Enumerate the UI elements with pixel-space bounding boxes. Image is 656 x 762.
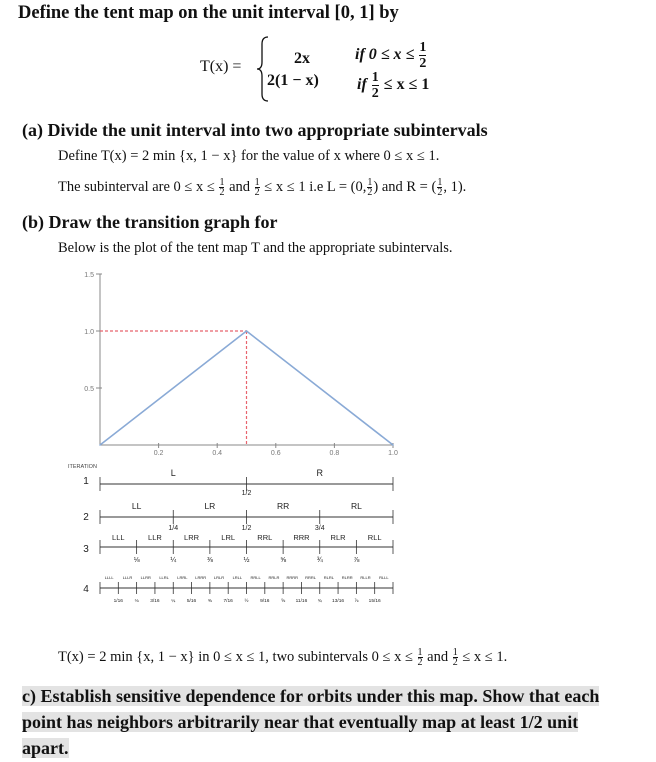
partition-value-label: 15/16 <box>368 599 381 604</box>
part-b-line1: Below is the plot of the tent map T and the appropriate subintervals. <box>58 240 453 256</box>
itinerary-label: RLR <box>330 533 346 542</box>
part-c-question <box>22 683 599 761</box>
iteration-number: 3 <box>83 544 89 555</box>
partition-value-label: 9/16 <box>260 599 270 604</box>
itinerary-label: LLL <box>112 533 125 542</box>
partition-value-label: ¼ <box>171 599 176 604</box>
y-tick-label: 1.5 <box>84 272 94 279</box>
partition-value-label: 1/4 <box>168 525 179 532</box>
itinerary-label: RRLR <box>268 575 280 580</box>
itinerary-label: RLLL <box>379 575 389 580</box>
x-tick-label: 0.4 <box>212 450 223 457</box>
itinerary-label: R <box>316 468 323 478</box>
itinerary-label: L <box>170 468 176 478</box>
definition-lhs: T(x) = <box>200 58 242 75</box>
tent-data-point <box>392 444 394 446</box>
x-tick-label: 1.0 <box>388 450 398 457</box>
partition-value-label: ⅛ <box>134 599 139 604</box>
partition-value-label: 1/2 <box>241 525 252 532</box>
x-tick-label: 0.8 <box>329 450 340 457</box>
partition-value-label: 5/16 <box>186 599 197 604</box>
itinerary-label: LRRL <box>177 575 188 580</box>
partition-value-label: ¾ <box>316 557 323 564</box>
partition-value-label: 1/16 <box>113 599 123 604</box>
itinerary-label: LLRL <box>159 575 169 580</box>
partition-value-label: ⅛ <box>133 557 140 564</box>
part-c-line3: apart. <box>22 738 69 758</box>
partition-value-label: ⅝ <box>281 599 286 604</box>
itinerary-label: LRR <box>184 533 200 542</box>
iteration-label: ITERATION <box>68 464 97 470</box>
partition-value-label: ½ <box>244 599 249 604</box>
partition-value-label: ½ <box>243 557 250 564</box>
part-a-heading: (a) Divide the unit interval into two appropriate subintervals <box>22 120 488 140</box>
intro-heading: Define the tent map on the unit interval [0, 1] by <box>18 3 399 23</box>
iteration-number: 1 <box>83 476 89 487</box>
case1-condition: if 0 ≤ x ≤ $\frac{1}{2}$ <box>355 40 427 71</box>
itinerary-label: LL <box>131 501 142 511</box>
x-tick-label: 0.6 <box>270 450 281 457</box>
partition-value-label: ⅜ <box>207 599 212 604</box>
itinerary-label: RR <box>276 501 290 511</box>
itinerary-label: RLLR <box>360 575 371 580</box>
itinerary-label: RRRR <box>286 575 299 580</box>
itinerary-label: RLRL <box>323 575 335 580</box>
tent-data-point <box>99 444 101 446</box>
partition-value-label: 1/2 <box>241 490 252 497</box>
itinerary-label: RRR <box>293 533 310 542</box>
part-b-heading: (b) Draw the transition graph for <box>22 212 278 232</box>
part-a-line2: The subinterval are 0 ≤ x ≤ $\frac{1}{2}$ and $\frac{1}{2}$ ≤ x ≤ 1 i.e L = (0, $\frac{1}{2}$ ) and R = ( $\frac{1}{2}$ , 1). <box>58 177 467 198</box>
tent-data-point <box>246 330 248 332</box>
itinerary-label: LRLL <box>232 575 243 580</box>
itinerary-label: LLR <box>148 533 162 542</box>
partition-value-label: 7/16 <box>223 599 233 604</box>
itinerary-label: LLRR <box>140 575 151 580</box>
y-tick-label: 0.5 <box>84 386 94 393</box>
y-tick-label: 1.0 <box>84 329 94 336</box>
itinerary-label: RLRR <box>341 575 353 580</box>
case2-expr: 2(1 − x) <box>267 72 319 89</box>
itinerary-label: RRRL <box>305 575 317 580</box>
itinerary-label: RRLL <box>250 575 261 580</box>
partition-value-label: ¾ <box>317 599 322 604</box>
iteration-number: 4 <box>83 584 89 595</box>
partition-value-label: 3/4 <box>314 525 325 532</box>
itinerary-label: RL <box>350 501 362 511</box>
itinerary-label: RRL <box>257 533 273 542</box>
partition-value-label: 13/16 <box>332 599 345 604</box>
itinerary-label: LRL <box>221 533 236 542</box>
itinerary-label: RLL <box>367 533 382 542</box>
partition-value-label: 11/16 <box>295 599 308 604</box>
itinerary-label: LLLL <box>104 575 114 580</box>
tent-map-definition <box>200 30 500 110</box>
case2-condition: if $\frac{1}{2}$ ≤ x ≤ 1 <box>357 70 430 101</box>
summary-line: T(x) = 2 min {x, 1 − x} in 0 ≤ x ≤ 1, two subintervals 0 ≤ x ≤ $\frac{1}{2}$ and $\frac{1}{2}$ ≤ x ≤ 1. <box>58 647 508 668</box>
iteration-number: 2 <box>83 512 89 523</box>
tent-map-chart <box>0 262 656 624</box>
part-c-line1: c) Establish sensitive dependence for orbits under this map. Show that each <box>22 686 600 706</box>
itinerary-label: LR <box>204 501 216 511</box>
brace-icon <box>256 36 270 102</box>
itinerary-label: LLLR <box>122 575 133 580</box>
itinerary-label: LRRR <box>195 575 207 580</box>
partition-value-label: ⅜ <box>206 557 213 564</box>
partition-value-label: 3/16 <box>150 599 160 604</box>
itinerary-label: LRLR <box>213 575 225 580</box>
partition-value-label: ⅞ <box>354 599 359 604</box>
partition-value-label: ¼ <box>170 557 177 564</box>
case1-expr: 2x <box>294 50 310 67</box>
part-c-line2: point has neighbors arbitrarily near that eventually map at least 1/2 unit <box>22 712 579 732</box>
part-a-line1: Define T(x) = 2 min {x, 1 − x} for the value of x where 0 ≤ x ≤ 1. <box>58 148 440 164</box>
x-tick-label: 0.2 <box>153 450 164 457</box>
partition-value-label: ⅝ <box>280 557 287 564</box>
partition-value-label: ⅞ <box>353 557 360 564</box>
